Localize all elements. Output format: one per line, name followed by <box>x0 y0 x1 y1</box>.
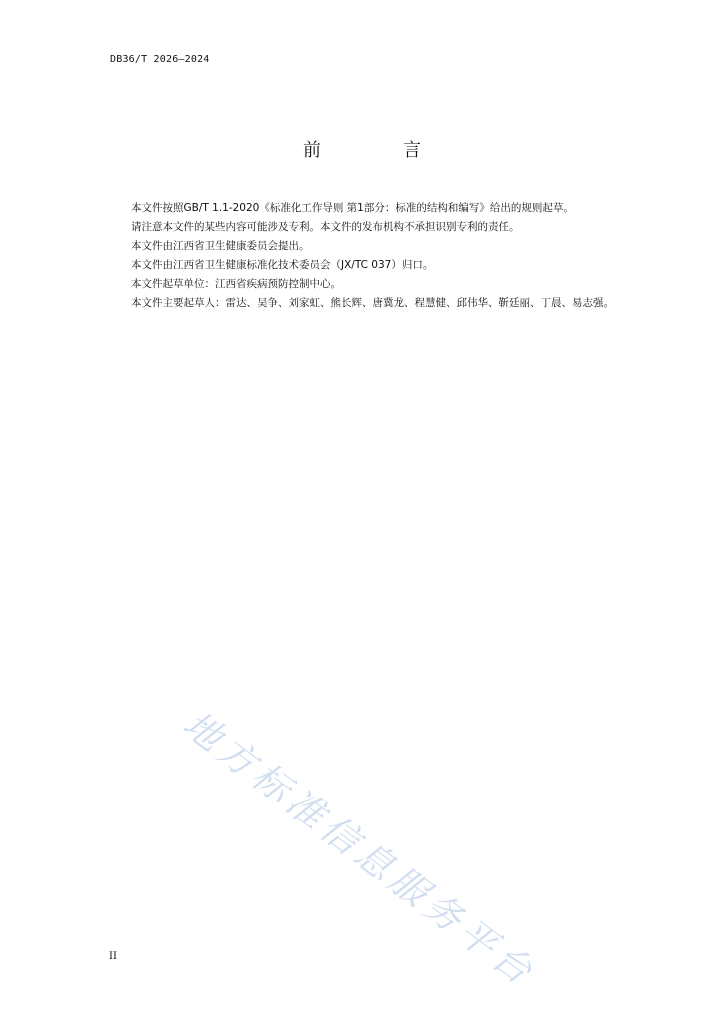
paragraph-proposer: 本文件由江西省卫生健康委员会提出。 <box>131 240 310 252</box>
paragraph-drafting-organization: 本文件起草单位：江西省疾病预防控制中心。 <box>131 278 341 290</box>
page-title: 前 言 <box>303 140 453 161</box>
foreword-body <box>110 199 620 313</box>
paragraph-technical-committee: 本文件由江西省卫生健康标准化技术委员会（JX/TC 037）归口。 <box>131 259 434 271</box>
watermark: 地方标准信息服务平台 <box>174 702 545 996</box>
paragraph-drafters: 本文件主要起草人：雷达、吴争、刘家虹、熊长辉、唐冀龙、程慧健、邱伟华、靳廷丽、丁晨、易志强。 <box>131 297 614 309</box>
page-number: II <box>109 951 117 962</box>
paragraph-drafting-rules: 本文件按照GB/T 1.1-2020《标准化工作导则 第1部分：标准的结构和编写》给出的规则起草。 <box>131 202 574 214</box>
paragraph-patent-notice: 请注意本文件的某些内容可能涉及专利。本文件的发布机构不承担识别专利的责任。 <box>131 221 520 233</box>
standard-code-header: DB36/T 2026—2024 <box>110 54 210 65</box>
